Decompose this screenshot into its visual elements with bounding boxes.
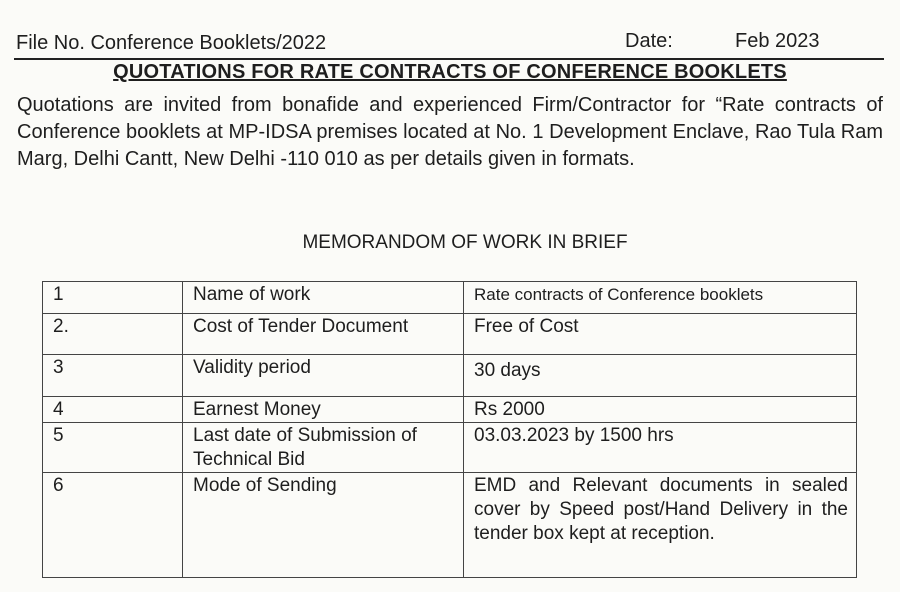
table-row [43,397,857,423]
document-title: QUOTATIONS FOR RATE CONTRACTS OF CONFERENCE BOOKLETS [113,61,787,83]
table-row [43,314,857,355]
memorandum-table [42,281,857,578]
row-number: 2. [43,314,183,355]
table-row [43,473,857,578]
document-header [16,30,884,56]
row-parameter: Mode of Sending [183,473,464,578]
row-parameter: Name of work [183,282,464,314]
row-number: 6 [43,473,183,578]
row-value: Rs 2000 [464,397,857,423]
row-number: 5 [43,423,183,473]
row-parameter: Earnest Money [183,397,464,423]
row-value: 03.03.2023 by 1500 hrs [464,423,857,473]
row-parameter: Validity period [183,355,464,397]
row-parameter: Cost of Tender Document [183,314,464,355]
header-divider [14,58,884,60]
table-row [43,355,857,397]
row-value: EMD and Relevant documents in sealed cover by Speed post/Hand Delivery in the tender box kept at reception. [464,473,857,578]
table-row [43,423,857,473]
date-value: Feb 2023 [735,30,820,52]
row-value: 30 days [464,355,857,397]
row-value: Rate contracts of Conference booklets [464,282,857,314]
row-value: Free of Cost [464,314,857,355]
row-parameter: Last date of Submission of Technical Bid [183,423,464,473]
row-number: 3 [43,355,183,397]
row-number: 1 [43,282,183,314]
row-number: 4 [43,397,183,423]
file-number: File No. Conference Booklets/2022 [16,32,327,54]
intro-paragraph: Quotations are invited from bonafide and experienced Firm/Contractor for “Rate contracts of Conference booklets at MP-IDSA premises located at No. 1 Development Enclave, Rao Tula Ram Marg, Delhi Cantt, New Delhi -110 010 as per details given in formats. [17,94,883,170]
date-label: Date: [625,30,673,52]
table-row [43,282,857,314]
memo-heading: MEMORANDOM OF WORK IN BRIEF [302,232,628,253]
